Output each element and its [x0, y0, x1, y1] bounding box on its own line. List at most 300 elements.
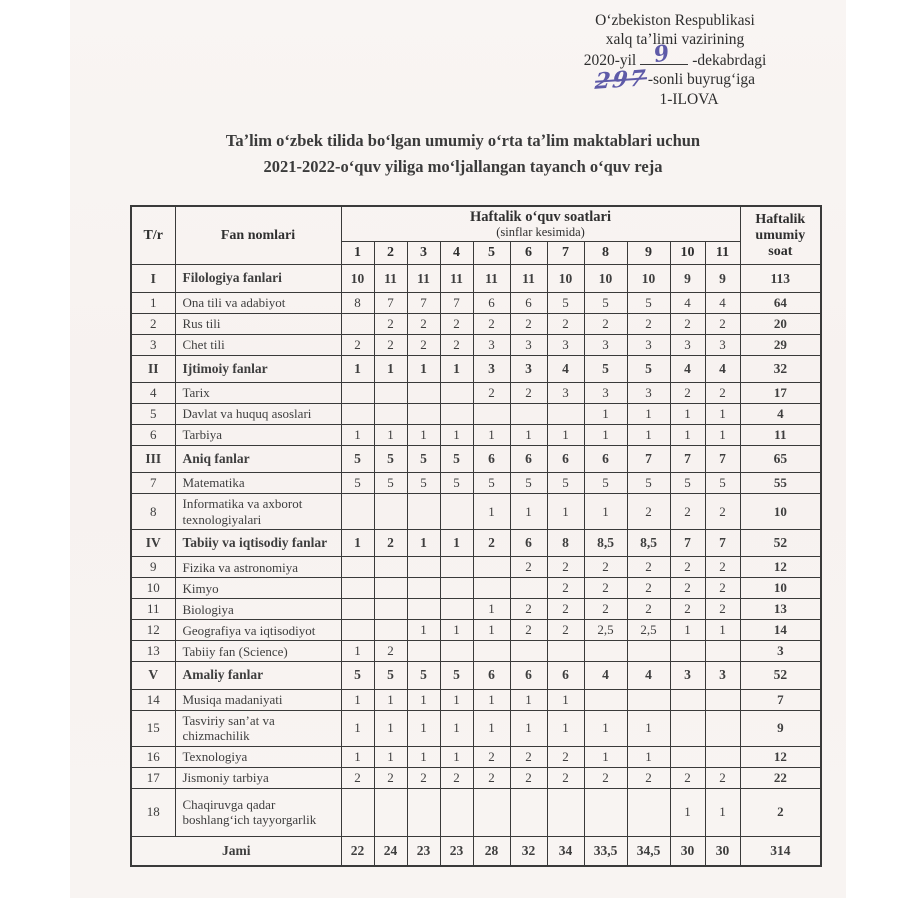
- hours-cell: 2: [705, 599, 740, 620]
- subject-row: [131, 292, 821, 313]
- hours-cell: 2: [584, 767, 627, 788]
- hours-cell: 2: [584, 599, 627, 620]
- subject-row: [131, 424, 821, 445]
- hours-cell: 2: [670, 557, 705, 578]
- hours-cell: 1: [705, 424, 740, 445]
- hours-cell: 5: [584, 355, 627, 382]
- col-header-weekly-total: Haftalik umumiy soat: [740, 206, 821, 265]
- hours-cell: [341, 313, 374, 334]
- hours-cell: 1: [440, 710, 473, 746]
- total-hours-cell: 20: [740, 313, 821, 334]
- subject-row: [131, 578, 821, 599]
- hours-cell: 7: [705, 530, 740, 557]
- total-hours-cell: 52: [740, 530, 821, 557]
- hours-cell: 3: [473, 334, 510, 355]
- hours-cell: [374, 493, 407, 529]
- hours-cell: 1: [510, 424, 547, 445]
- hours-cell: 6: [473, 292, 510, 313]
- hours-cell: [440, 599, 473, 620]
- hours-cell: 5: [584, 292, 627, 313]
- hours-cell: [440, 557, 473, 578]
- hours-cell: 2: [407, 334, 440, 355]
- hours-cell: 3: [670, 334, 705, 355]
- totals-hours-cell: 23: [440, 836, 473, 866]
- hours-cell: [584, 641, 627, 662]
- section-row: [131, 265, 821, 292]
- row-number: 6: [131, 424, 175, 445]
- approval-order-line: [510, 64, 840, 95]
- hours-cell: 1: [440, 689, 473, 710]
- hours-cell: 2,5: [627, 620, 670, 641]
- hours-cell: [341, 599, 374, 620]
- hours-cell: 2: [440, 767, 473, 788]
- curriculum-table-footer: [131, 836, 821, 866]
- hours-cell: 2: [547, 767, 584, 788]
- section-row: [131, 530, 821, 557]
- hours-cell: 1: [705, 403, 740, 424]
- hours-cell: 6: [473, 662, 510, 689]
- hours-cell: 1: [584, 424, 627, 445]
- totals-hours-cell: 32: [510, 836, 547, 866]
- hours-cell: 4: [705, 292, 740, 313]
- hours-cell: 7: [670, 445, 705, 472]
- total-hours-cell: 29: [740, 334, 821, 355]
- subject-name: Geografiya va iqtisodiyot: [175, 620, 341, 641]
- hours-cell: 11: [473, 265, 510, 292]
- subject-name: Fizika va astronomiya: [175, 557, 341, 578]
- row-number: 13: [131, 641, 175, 662]
- total-hours-cell: 55: [740, 472, 821, 493]
- subject-name: Ona tili va adabiyot: [175, 292, 341, 313]
- hours-cell: 2: [547, 557, 584, 578]
- subject-name: Jismoniy tarbiya: [175, 767, 341, 788]
- hours-cell: [510, 641, 547, 662]
- hours-cell: [473, 788, 510, 836]
- totals-hours-cell: 24: [374, 836, 407, 866]
- hours-cell: [341, 403, 374, 424]
- hours-cell: 10: [341, 265, 374, 292]
- hours-cell: 2: [510, 767, 547, 788]
- hours-cell: 1: [407, 424, 440, 445]
- hours-cell: [407, 641, 440, 662]
- hours-cell: 2: [547, 313, 584, 334]
- table-header-row: [131, 206, 821, 242]
- hours-cell: 8,5: [627, 530, 670, 557]
- handwritten-day: 9: [652, 39, 672, 69]
- hours-cell: 4: [670, 355, 705, 382]
- hours-cell: [670, 641, 705, 662]
- hours-cell: 2: [407, 313, 440, 334]
- hours-cell: 5: [473, 472, 510, 493]
- hours-cell: 3: [584, 382, 627, 403]
- hours-cell: [510, 788, 547, 836]
- curriculum-table-body: [131, 265, 821, 836]
- totals-label: Jami: [131, 836, 341, 866]
- hours-cell: 1: [473, 620, 510, 641]
- hours-cell: 1: [440, 746, 473, 767]
- grand-total-cell: 314: [740, 836, 821, 866]
- document-title-line-2: 2021-2022-oʻquv yiliga moʻljallangan tayanch oʻquv reja: [263, 157, 663, 177]
- hours-cell: 1: [670, 788, 705, 836]
- hours-cell: [547, 641, 584, 662]
- row-number: 9: [131, 557, 175, 578]
- hours-cell: 1: [547, 710, 584, 746]
- row-number: IV: [131, 530, 175, 557]
- total-hours-cell: 113: [740, 265, 821, 292]
- total-hours-cell: 2: [740, 788, 821, 836]
- hours-cell: 2: [374, 641, 407, 662]
- hours-cell: 2: [705, 767, 740, 788]
- hours-cell: 2: [407, 767, 440, 788]
- hours-cell: 3: [584, 334, 627, 355]
- hours-cell: [341, 493, 374, 529]
- hours-cell: [407, 382, 440, 403]
- hours-cell: [440, 578, 473, 599]
- class-column-header: 6: [510, 242, 547, 265]
- weekly-hours-title: Haftalik oʻquv soatlari: [470, 209, 612, 225]
- class-column-header: 7: [547, 242, 584, 265]
- hours-cell: 1: [341, 641, 374, 662]
- subject-row: [131, 599, 821, 620]
- hours-cell: 5: [440, 472, 473, 493]
- hours-cell: 6: [510, 530, 547, 557]
- hours-cell: 5: [547, 292, 584, 313]
- hours-cell: 2: [374, 530, 407, 557]
- hours-cell: 2: [510, 313, 547, 334]
- hours-cell: 5: [705, 472, 740, 493]
- total-hours-cell: 22: [740, 767, 821, 788]
- hours-cell: 5: [341, 472, 374, 493]
- subject-name: Informatika va axborot texnologiyalari: [175, 493, 341, 529]
- subject-row: [131, 493, 821, 529]
- hours-cell: 2: [670, 493, 705, 529]
- class-column-header: 4: [440, 242, 473, 265]
- row-number: 14: [131, 689, 175, 710]
- hours-cell: [374, 620, 407, 641]
- hours-cell: 5: [407, 445, 440, 472]
- hours-cell: [473, 557, 510, 578]
- subject-name: Chaqiruvga qadar boshlangʻich tayyorgarlik: [175, 788, 341, 836]
- row-number: 8: [131, 493, 175, 529]
- row-number: 15: [131, 710, 175, 746]
- hours-cell: 2: [473, 746, 510, 767]
- hours-cell: [407, 557, 440, 578]
- total-hours-cell: 7: [740, 689, 821, 710]
- hours-cell: [374, 403, 407, 424]
- totals-hours-cell: 34,5: [627, 836, 670, 866]
- hours-cell: [341, 620, 374, 641]
- hours-cell: 2: [705, 313, 740, 334]
- hours-cell: 1: [705, 620, 740, 641]
- hours-cell: 1: [374, 746, 407, 767]
- row-number: I: [131, 265, 175, 292]
- totals-hours-cell: 22: [341, 836, 374, 866]
- subject-name: Aniq fanlar: [175, 445, 341, 472]
- hours-cell: 3: [705, 662, 740, 689]
- hours-cell: [584, 788, 627, 836]
- class-column-header: 1: [341, 242, 374, 265]
- hours-cell: 1: [407, 620, 440, 641]
- hours-cell: 1: [670, 424, 705, 445]
- hours-cell: 2: [473, 767, 510, 788]
- hours-cell: 11: [407, 265, 440, 292]
- hours-cell: 2: [627, 557, 670, 578]
- hours-cell: 1: [584, 710, 627, 746]
- hours-cell: [341, 578, 374, 599]
- hours-cell: [547, 403, 584, 424]
- hours-cell: 5: [584, 472, 627, 493]
- hours-cell: [374, 382, 407, 403]
- hours-cell: 2: [584, 313, 627, 334]
- hours-cell: 2: [341, 334, 374, 355]
- weekly-hours-subtitle: (sinflar kesimida): [496, 224, 585, 239]
- subject-name: Tabiiy fan (Science): [175, 641, 341, 662]
- hours-cell: 11: [374, 265, 407, 292]
- hours-cell: 1: [510, 710, 547, 746]
- hours-cell: [374, 788, 407, 836]
- hours-cell: 1: [440, 620, 473, 641]
- approval-date-suffix: -dekabrdagi: [692, 51, 767, 69]
- approval-block: [510, 12, 840, 109]
- hours-cell: [510, 403, 547, 424]
- hours-cell: 7: [705, 445, 740, 472]
- hours-cell: 7: [670, 530, 705, 557]
- hours-cell: 3: [510, 334, 547, 355]
- hours-cell: 5: [374, 472, 407, 493]
- hours-cell: 1: [341, 355, 374, 382]
- subject-name: Ijtimoiy fanlar: [175, 355, 341, 382]
- hours-cell: 2: [627, 599, 670, 620]
- class-column-header: 10: [670, 242, 705, 265]
- total-hours-cell: 65: [740, 445, 821, 472]
- row-number: 16: [131, 746, 175, 767]
- hours-cell: 4: [547, 355, 584, 382]
- hours-cell: 3: [627, 334, 670, 355]
- row-number: 12: [131, 620, 175, 641]
- hours-cell: 2: [473, 530, 510, 557]
- hours-cell: 2,5: [584, 620, 627, 641]
- class-column-header: 9: [627, 242, 670, 265]
- hours-cell: 7: [627, 445, 670, 472]
- hours-cell: [473, 403, 510, 424]
- hours-cell: 11: [510, 265, 547, 292]
- hours-cell: 1: [547, 493, 584, 529]
- hours-cell: 2: [705, 557, 740, 578]
- hours-cell: 2: [374, 334, 407, 355]
- hours-cell: [341, 382, 374, 403]
- subject-row: [131, 746, 821, 767]
- hours-cell: 5: [440, 445, 473, 472]
- hours-cell: 2: [670, 767, 705, 788]
- hours-cell: 1: [705, 788, 740, 836]
- subject-row: [131, 710, 821, 746]
- total-hours-cell: 9: [740, 710, 821, 746]
- subject-name: Texnologiya: [175, 746, 341, 767]
- class-column-header: 2: [374, 242, 407, 265]
- total-hours-cell: 17: [740, 382, 821, 403]
- hours-cell: [627, 788, 670, 836]
- hours-cell: 1: [627, 710, 670, 746]
- hours-cell: 1: [407, 710, 440, 746]
- hours-cell: 2: [440, 313, 473, 334]
- hours-cell: 3: [473, 355, 510, 382]
- hours-cell: 2: [705, 493, 740, 529]
- hours-cell: 8: [341, 292, 374, 313]
- subject-row: [131, 557, 821, 578]
- hours-cell: 4: [670, 292, 705, 313]
- hours-cell: 1: [341, 424, 374, 445]
- row-number: V: [131, 662, 175, 689]
- section-row: [131, 355, 821, 382]
- hours-cell: 1: [440, 424, 473, 445]
- hours-cell: 2: [473, 382, 510, 403]
- hours-cell: 2: [627, 313, 670, 334]
- hours-cell: 1: [341, 530, 374, 557]
- hours-cell: 5: [341, 662, 374, 689]
- hours-cell: 1: [547, 689, 584, 710]
- hours-cell: 4: [584, 662, 627, 689]
- hours-cell: 5: [670, 472, 705, 493]
- scanned-document-page: [70, 0, 846, 898]
- hours-cell: 1: [473, 710, 510, 746]
- hours-cell: 6: [510, 292, 547, 313]
- date-underline: [640, 39, 688, 69]
- subject-row: [131, 313, 821, 334]
- totals-row: [131, 836, 821, 866]
- hours-cell: 1: [374, 710, 407, 746]
- hours-cell: 3: [627, 382, 670, 403]
- hours-cell: 1: [407, 355, 440, 382]
- hours-cell: 3: [510, 355, 547, 382]
- hours-cell: [627, 641, 670, 662]
- total-hours-cell: 3: [740, 641, 821, 662]
- subject-name: Amaliy fanlar: [175, 662, 341, 689]
- hours-cell: 2: [374, 313, 407, 334]
- hours-cell: 1: [341, 746, 374, 767]
- row-number: 5: [131, 403, 175, 424]
- hours-cell: 1: [407, 530, 440, 557]
- hours-cell: 2: [510, 382, 547, 403]
- hours-cell: 1: [341, 689, 374, 710]
- hours-cell: 5: [547, 472, 584, 493]
- hours-cell: 2: [510, 620, 547, 641]
- hours-cell: 5: [341, 445, 374, 472]
- total-hours-cell: 10: [740, 578, 821, 599]
- hours-cell: 8,5: [584, 530, 627, 557]
- hours-cell: [440, 641, 473, 662]
- hours-cell: 2: [670, 578, 705, 599]
- hours-cell: 6: [473, 445, 510, 472]
- hours-cell: 5: [627, 292, 670, 313]
- hours-cell: 2: [547, 746, 584, 767]
- hours-cell: 8: [547, 530, 584, 557]
- hours-cell: 2: [627, 493, 670, 529]
- document-title: [98, 128, 828, 181]
- subject-name: Rus tili: [175, 313, 341, 334]
- subject-name: Tarbiya: [175, 424, 341, 445]
- hours-cell: [341, 788, 374, 836]
- hours-cell: 3: [670, 662, 705, 689]
- total-hours-cell: 13: [740, 599, 821, 620]
- hours-cell: 4: [627, 662, 670, 689]
- annex-label: 1-ILOVA: [659, 90, 719, 108]
- hours-cell: 5: [407, 662, 440, 689]
- approval-line-2: xalq taʼlimi vazirining: [605, 30, 745, 48]
- hours-cell: 2: [341, 767, 374, 788]
- hours-cell: 2: [440, 334, 473, 355]
- hours-cell: [440, 382, 473, 403]
- curriculum-table: [130, 205, 822, 867]
- subject-row: [131, 472, 821, 493]
- hours-cell: [473, 641, 510, 662]
- approval-date-prefix: 2020-yil: [583, 51, 637, 69]
- hours-cell: 9: [670, 265, 705, 292]
- document-title-line-1: Taʼlim oʻzbek tilida boʻlgan umumiy oʻrta taʼlim maktablari uchun: [225, 131, 701, 150]
- hours-cell: 2: [705, 578, 740, 599]
- hours-cell: 2: [547, 620, 584, 641]
- subject-row: [131, 334, 821, 355]
- totals-hours-cell: 30: [705, 836, 740, 866]
- hours-cell: 1: [510, 689, 547, 710]
- hours-cell: 1: [341, 710, 374, 746]
- subject-name: Filologiya fanlari: [175, 265, 341, 292]
- subject-row: [131, 788, 821, 836]
- subject-name: Tasviriy sanʼat va chizmachilik: [175, 710, 341, 746]
- row-number: II: [131, 355, 175, 382]
- totals-hours-cell: 30: [670, 836, 705, 866]
- hours-cell: 1: [510, 493, 547, 529]
- hours-cell: 2: [627, 578, 670, 599]
- total-hours-cell: 12: [740, 746, 821, 767]
- hours-cell: 5: [374, 662, 407, 689]
- section-row: [131, 445, 821, 472]
- hours-cell: 1: [473, 689, 510, 710]
- hours-cell: 11: [440, 265, 473, 292]
- hours-cell: 1: [473, 493, 510, 529]
- hours-cell: 5: [440, 662, 473, 689]
- hours-cell: [584, 689, 627, 710]
- class-column-header: 11: [705, 242, 740, 265]
- hours-cell: [473, 578, 510, 599]
- subject-row: [131, 382, 821, 403]
- subject-name: Kimyo: [175, 578, 341, 599]
- hours-cell: 6: [547, 445, 584, 472]
- hours-cell: 2: [670, 313, 705, 334]
- totals-hours-cell: 23: [407, 836, 440, 866]
- hours-cell: 2: [670, 599, 705, 620]
- row-number: 18: [131, 788, 175, 836]
- subject-name: Matematika: [175, 472, 341, 493]
- hours-cell: 5: [510, 472, 547, 493]
- hours-cell: 5: [627, 472, 670, 493]
- hours-cell: [341, 557, 374, 578]
- col-header-weekly-hours: [341, 206, 740, 242]
- hours-cell: 4: [705, 355, 740, 382]
- hours-cell: 2: [547, 599, 584, 620]
- hours-cell: [547, 788, 584, 836]
- row-number: 3: [131, 334, 175, 355]
- total-hours-cell: 12: [740, 557, 821, 578]
- hours-cell: [440, 403, 473, 424]
- total-hours-cell: 10: [740, 493, 821, 529]
- hours-cell: 6: [584, 445, 627, 472]
- subject-name: Musiqa madaniyati: [175, 689, 341, 710]
- subject-name: Davlat va huquq asoslari: [175, 403, 341, 424]
- subject-row: [131, 689, 821, 710]
- class-column-header: 3: [407, 242, 440, 265]
- hours-cell: 1: [584, 746, 627, 767]
- hours-cell: 2: [374, 767, 407, 788]
